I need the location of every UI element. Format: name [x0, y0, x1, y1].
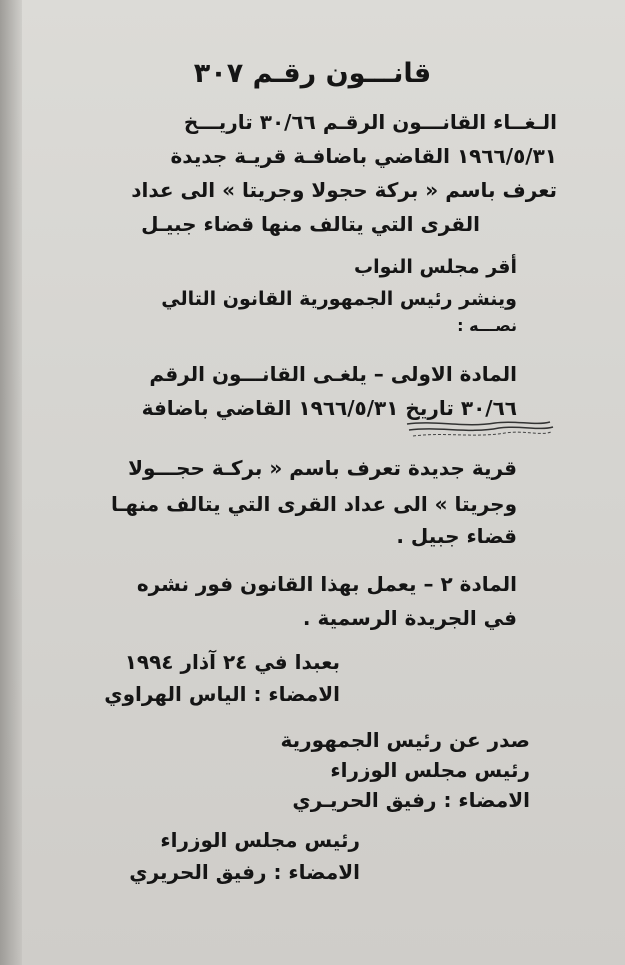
article1-line: قرية جديدة تعرف باسم « بركـة حجـــولا	[128, 456, 517, 480]
ink-strikethrough-mark	[405, 418, 555, 440]
signature-line: الامضاء : الياس الهراوي	[104, 682, 340, 706]
signature-line: الامضاء : رفيق الحريري	[129, 860, 360, 884]
article1-line: وجريتا » الى عداد القرى التي يتالف منهـا	[111, 492, 517, 516]
article1-line: المادة الاولى – يلغـى القانـــون الرقم	[149, 362, 517, 386]
article1-line: قضاء جبيل .	[396, 524, 517, 548]
heading-line: ١٩٦٦/٥/٣١ القاضي باضافـة قريـة جديدة	[170, 144, 557, 168]
preamble-line: وينشر رئيس الجمهورية القانون التالي	[161, 288, 517, 310]
heading-line: القرى التي يتالف منها قضاء جبيـل	[141, 212, 480, 236]
signature-line: رئيس مجلس الوزراء	[330, 758, 530, 782]
article1-line: ٣٠/٦٦ تاريخ ١٩٦٦/٥/٣١ القاضي باضافة	[141, 396, 517, 420]
signature-line: بعبدا في ٢٤ آذار ١٩٩٤	[124, 650, 340, 674]
article2-line: في الجريدة الرسمية .	[302, 606, 517, 630]
signature-line: رئيس مجلس الوزراء	[160, 828, 360, 852]
law-title: قانـــون رقـم ٣٠٧	[193, 58, 432, 89]
heading-line: تعرف باسم « بركة حجولا وجريتا » الى عداد	[131, 178, 557, 202]
signature-line: الامضاء : رفيق الحريـري	[292, 788, 530, 812]
signature-line: صدر عن رئيس الجمهورية	[280, 728, 530, 752]
article2-line: المادة ٢ – يعمل بهذا القانون فور نشره	[136, 572, 517, 596]
preamble-line: أقر مجلس النواب	[354, 256, 517, 278]
preamble-line: نصـــه :	[457, 316, 517, 335]
heading-line: الـغــاء القانـــون الرقـم ٣٠/٦٦ تاريـــخ	[183, 110, 557, 134]
